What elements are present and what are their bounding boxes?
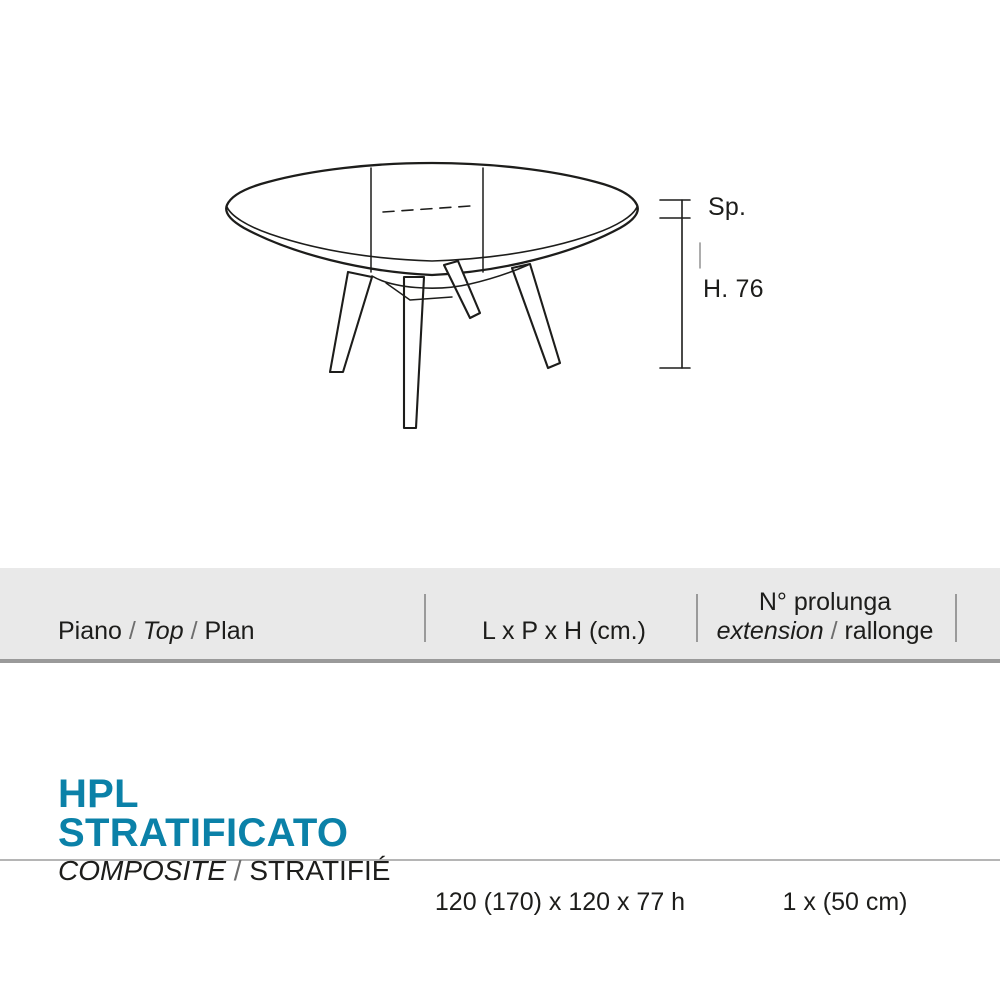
header-divider-2 xyxy=(696,594,698,642)
header-extension-fr: rallonge xyxy=(844,617,934,645)
header-extension-line1: N° prolunga xyxy=(758,588,892,616)
material-name-block xyxy=(58,772,438,887)
header-divider-3 xyxy=(955,594,957,642)
header-sep-1: / xyxy=(128,617,136,645)
spec-table-header xyxy=(0,568,1000,663)
header-dimensions-label: L x P x H (cm.) xyxy=(482,617,646,645)
header-col-extension xyxy=(700,588,950,646)
header-sep-3: / xyxy=(830,617,838,645)
thickness-dimension-label: Sp. xyxy=(708,193,747,221)
leg-front-left xyxy=(330,272,372,372)
header-col-top xyxy=(58,617,255,646)
material-line3-fr: STRATIFIÉ xyxy=(249,855,391,887)
header-col-dimensions xyxy=(430,617,698,646)
header-extension-line2 xyxy=(700,617,950,646)
header-divider-1 xyxy=(424,594,426,642)
material-line1: HPL xyxy=(58,772,139,816)
row-dimensions-value: 120 (170) x 120 x 77 h xyxy=(434,888,686,916)
leg-right xyxy=(512,264,560,368)
material-line3 xyxy=(58,855,438,887)
row-extensions-value: 1 x (50 cm) xyxy=(782,888,908,916)
spec-table-row xyxy=(0,663,1000,931)
tabletop-outline xyxy=(226,163,638,275)
header-extension-en: extension xyxy=(716,617,824,645)
header-sep-2: / xyxy=(190,617,198,645)
height-dimension-label: H. 76 xyxy=(703,275,764,303)
material-line3-en: COMPOSITE xyxy=(58,855,227,887)
material-line2: STRATIFICATO xyxy=(58,811,349,856)
header-top-fr: Plan xyxy=(204,617,255,645)
material-sep: / xyxy=(233,855,242,887)
header-top-en: Top xyxy=(142,617,184,645)
header-top-it: Piano xyxy=(58,617,122,645)
